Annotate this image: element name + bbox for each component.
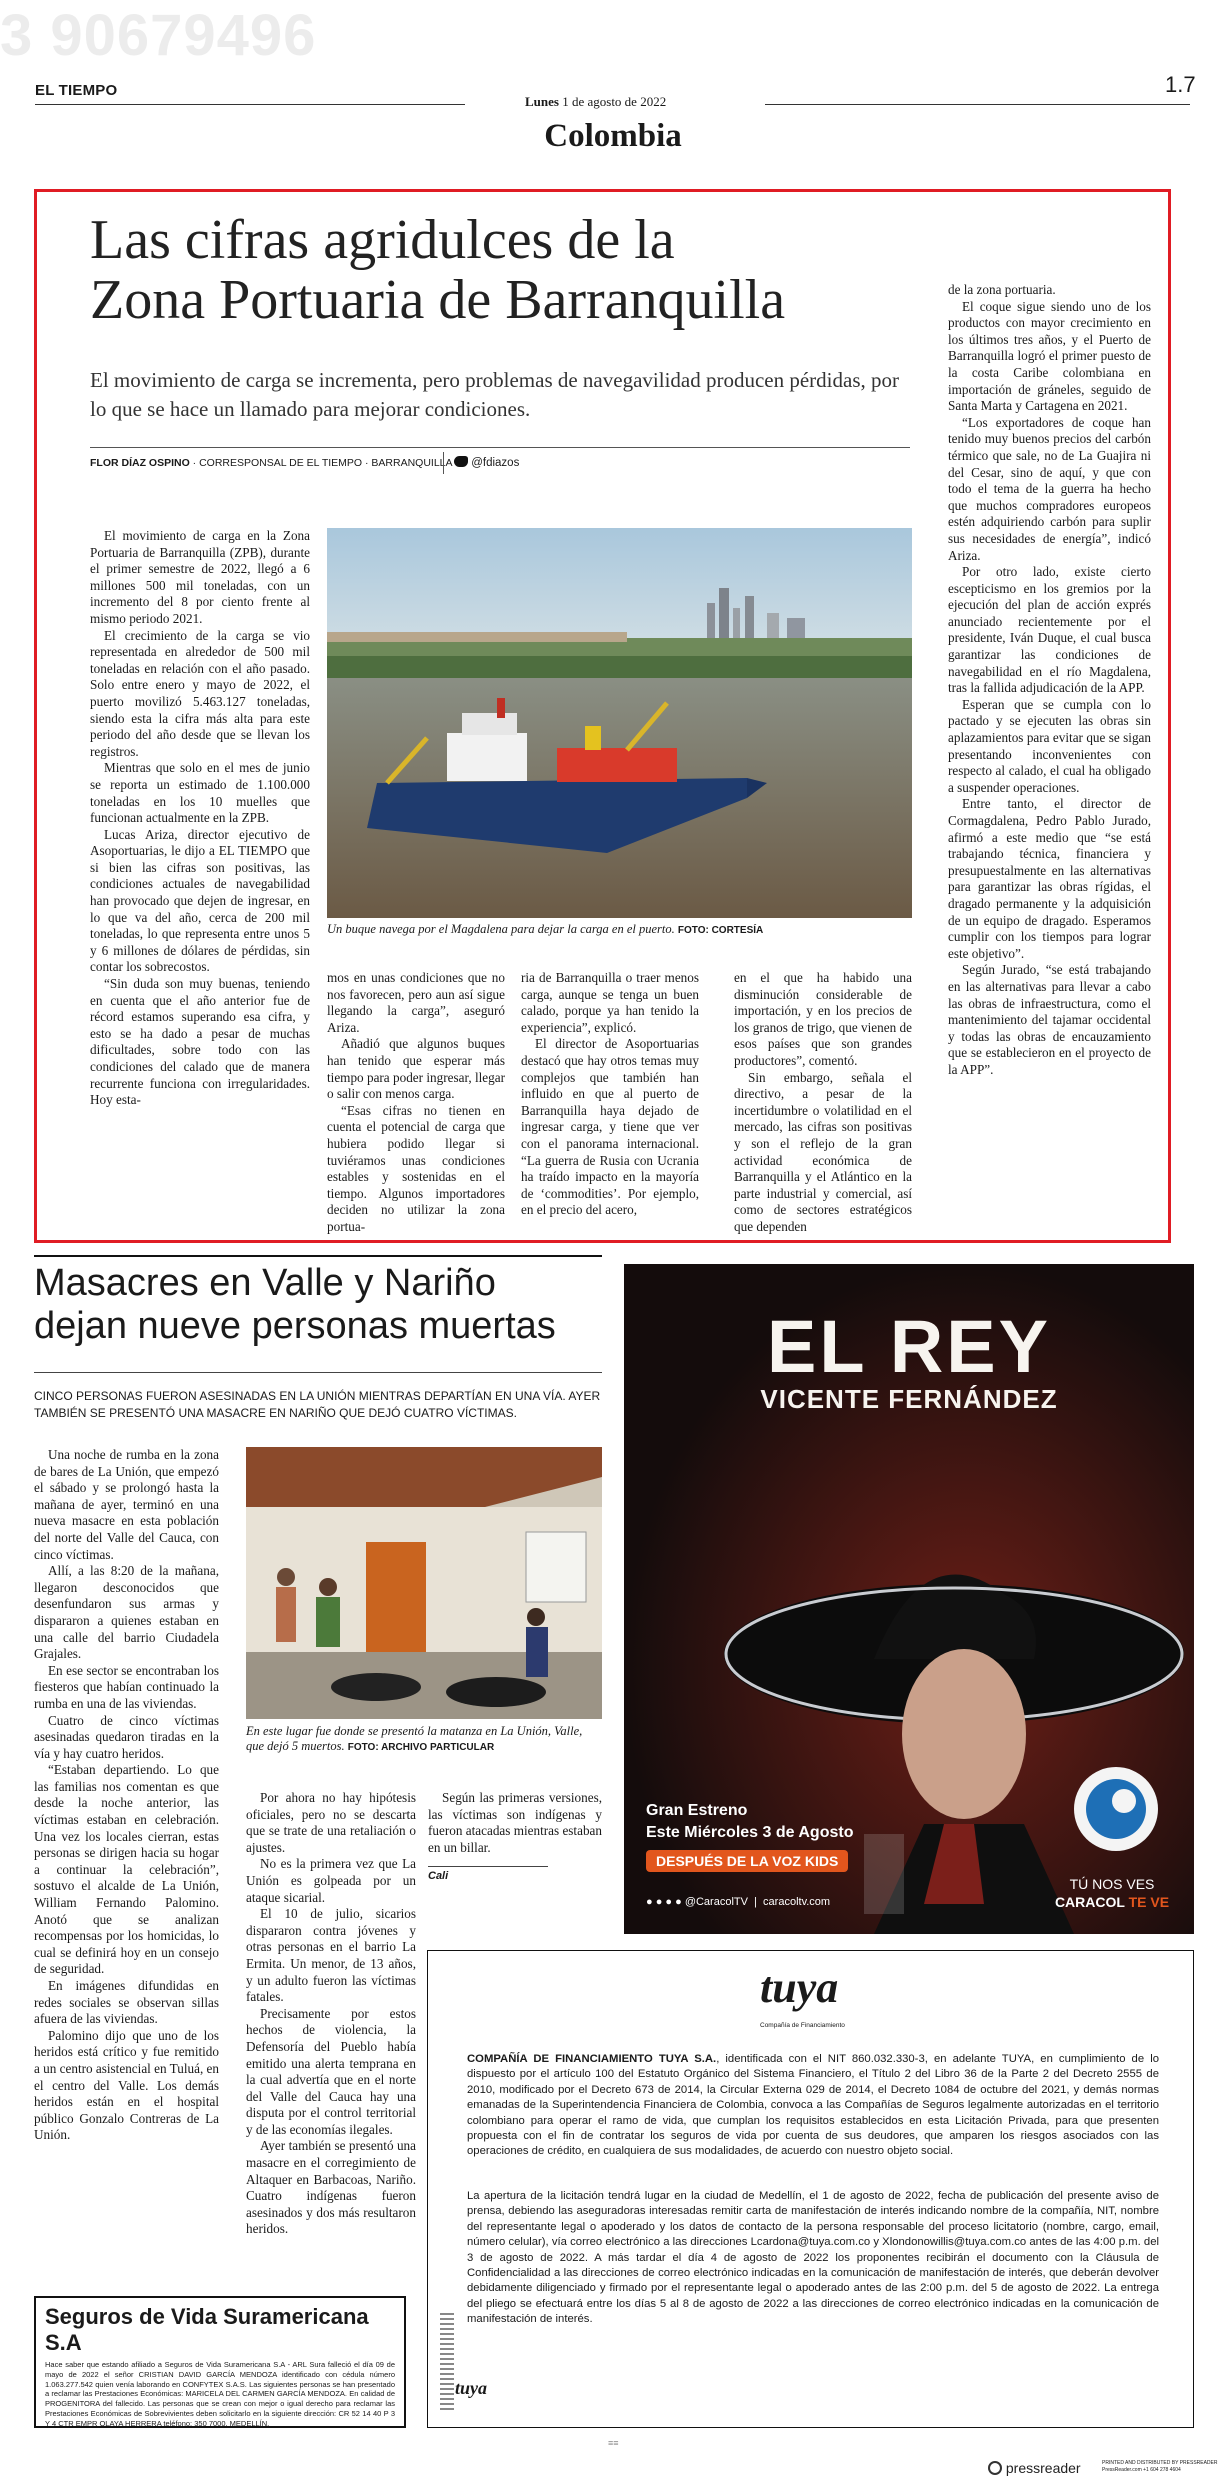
article2-column-3 bbox=[428, 1790, 602, 1856]
pressreader-line-1: PRINTED AND DISTRIBUTED BY PRESSREADER bbox=[1102, 2460, 1218, 2466]
twitter-handle-text: @fdiazos bbox=[471, 457, 520, 469]
paragraph: Palomino dijo que uno de los heridos está crítico y fue remitido a un centro asistencial en Tuluá, en el centro del Valle. Los demás heridos están en el hospital público Gonzalo Contreras de La Unión. bbox=[34, 2027, 219, 2143]
article1-column-4 bbox=[734, 970, 912, 1236]
paragraph: El 10 de julio, sicarios dispararon contra jóvenes y otras personas en el barrio La Ermita. Un menor, de 13 años, y un adulto fueron las víctimas fatales. bbox=[246, 1906, 416, 2005]
tuya-logo: tuya bbox=[760, 1963, 839, 2012]
ship-caption-text: Un buque navega por el Magdalena para dejar la carga en el puerto. bbox=[327, 922, 675, 936]
seguros-title: Seguros de Vida Suramericana S.A bbox=[45, 2304, 369, 2355]
pressreader-icon bbox=[988, 2461, 1002, 2475]
dateline-rule bbox=[428, 1866, 548, 1867]
la-union-caption-text: En este lugar fue donde se presentó la matanza en La Unión, Valle, que dejó 5 muertos. bbox=[246, 1724, 583, 1753]
paragraph: Por ahora no hay hipótesis oficiales, pero no se descarta que se trate de una retaliación o ajustes. bbox=[246, 1790, 416, 1855]
twitter-icon bbox=[454, 456, 468, 467]
article2-summary: CINCO PERSONAS FUERON ASESINADAS EN LA UNIÓN MIENTRAS DEPARTÍAN EN UNA VÍA. AYER TAMBIÉN SE PRESENTÓ UNA MASACRE EN NARIÑO QUE DEJÓ CUATRO VÍCTIMAS. bbox=[34, 1389, 601, 1420]
paragraph: Cuatro de cinco víctimas asesinadas quedaron tiradas en la vía y hay cuatro heridos. bbox=[34, 1712, 219, 1761]
masthead bbox=[35, 72, 1196, 110]
article1-deck: El movimiento de carga se incrementa, pero problemas de navegavilidad producen pérdidas, por lo que se hace un llamado para mejorar condiciones. bbox=[90, 368, 899, 421]
el-rey-subtitle: VICENTE FERNÁNDEZ bbox=[760, 1384, 1058, 1414]
tuya-paragraph-1-text: , identificada con el NIT 860.032.330-3, en adelante TUYA, en cumplimiento de lo dispuesto por el artículo 100 del Estatuto Orgánico del Sistema Financiero, el Título 2 del Libro 36 de la Parte 2 del Decreto 2555 de 2010, modificado por el Decreto 673 de 2014, la Circular Externa 029 de 2014, el Decreto 1084 de octubre del 2021, y demás normas emanadas de la Superintendencia Financiera de Colombia, convoca a las Compañías de Seguros legalmente autorizadas en el territorio colombiano para operar el ramo de vida, que cumplan los requisitos establecidos en esta Licitación Privada, para que presenten propuesta con el fin de contratar los seguros de vida por cuenta de sus deudores, que amparen los riesgos asociados con las operaciones de crédito, en cualquiera de sus modalidades, de acuerdo con nuestro objeto social. bbox=[467, 2053, 1159, 2158]
article2-top-rule bbox=[34, 1255, 602, 1257]
article2-column-1 bbox=[34, 1447, 219, 2144]
tuya-company-name: COMPAÑÍA DE FINANCIAMIENTO TUYA S.A. bbox=[467, 2053, 717, 2065]
article1-column-1 bbox=[90, 528, 310, 1233]
el-rey-title: EL REY bbox=[767, 1305, 1051, 1388]
el-rey-ad bbox=[624, 1264, 1194, 1934]
watermark: 3 90679496 bbox=[0, 3, 317, 68]
site-url: caracoltv.com bbox=[763, 1896, 831, 1908]
paragraph: mos en unas condiciones que no nos favorecen, pero aun así sigue llegando la carga”, aseguró Ariza. bbox=[327, 970, 505, 1035]
ship-illustration bbox=[327, 528, 912, 918]
paragraph: Una noche de rumba en la zona de bares de La Unión, que empezó el sábado y se prolongó hasta la mañana de ayer, terminó en una nueva masacre en esta población del norte del Valle del Cauca, con cinco víctimas. bbox=[34, 1447, 219, 1562]
seguros-notice bbox=[34, 2296, 406, 2428]
article1-title bbox=[90, 210, 950, 330]
tuya-paragraph-2: La apertura de la licitación tendrá lugar en la ciudad de Medellín, el 1 de agosto de 2022, fecha de publicación del presente aviso de prensa, debiendo las aseguradoras interesadas remitir carta de manifestación de interés indicando nombre de la compañía, NIT, nombre del representante legal o apoderado y los datos de contacto de la persona responsable del proceso licitatorio (nombre, cargo, email, número celular), vía correo electrónico a las direcciones Lcardona@tuya.com.co y Xlondonowillis@tuya.com.co antes de las 4:00 p.m. del 3 de agosto de 2022. A más tardar el día 4 de agosto de 2022 los proponentes recibirán el documento con la Cláusula de Confidencialidad a las direcciones de correo electrónico indicadas en la comunicación de manifestación de interés, que deberán devolver debidamente diligenciado y firmado por el representante legal o apoderado antes de las 2:00 p.m. del 5 de agosto de 2022. La entrega del pliego se efectuará entre los días 5 al 8 de agosto de 2022 a las direcciones de correo electrónico indicadas en la comunicación de manifestación de interés. bbox=[467, 2190, 1159, 2326]
la-union-caption bbox=[246, 1724, 596, 1755]
caracol-word: CARACOL bbox=[1054, 1894, 1125, 1910]
paragraph: En imágenes difundidas en redes sociales se observan sillas afuera de las viviendas. bbox=[34, 1978, 219, 2027]
paragraph: en el que ha habido una disminución considerable de importación, y en los precios de los granos de trigo, que vienen de esos países que son grandes productores”, comentó. bbox=[734, 970, 912, 1068]
article2-column-2 bbox=[246, 1790, 416, 2238]
paragraph: de la zona portuaria. bbox=[948, 282, 1056, 297]
premiere-label: Gran Estreno bbox=[646, 1802, 748, 1819]
article2-title bbox=[34, 1262, 614, 1348]
section-title: Colombia bbox=[544, 118, 682, 154]
caracol-tagline-1: TÚ NOS VES bbox=[1069, 1876, 1155, 1892]
paragraph: El director de Asoportuarias destacó que hay otros temas muy complejos que también han influido en que al puerto de Barranquilla haya dejado de ingresar carga, y tiene que ver con el panorama internacional. “La guerra de Rusia con Ucrania ha traído impacto en la mayoría de ‘commodities’. Por ejemplo, en el precio del acero, bbox=[521, 1036, 699, 1218]
paragraph: Lucas Ariza, director ejecutivo de Asoportuarias, le dijo a EL TIEMPO que si bien las cifras son positivas, las condiciones actuales de navegabilidad han provocado que dejen de ingresar, en lo que va del año, cerca de 200 mil toneladas, lo que representa entre unos 5 y 6 millones de dólares de pérdidas, sin contar los sobrecostos. bbox=[90, 826, 310, 975]
article1-title-line1: Las cifras agridulces de la bbox=[90, 209, 675, 271]
paragraph: Allí, a las 8:20 de la mañana, llegaron desconocidos que desenfundaron sus armas y dispararon a quienes estaban en una calle del barrio Ciudadela Grajales. bbox=[34, 1563, 219, 1662]
header-rule-right bbox=[765, 104, 1190, 105]
article2-title-line1: Masacres en Valle y Nariño bbox=[34, 1262, 496, 1304]
byline-rule bbox=[90, 447, 910, 448]
premiere-date: Este Miércoles 3 de Agosto bbox=[646, 1824, 854, 1841]
te-ve-word: TE VE bbox=[1128, 1894, 1170, 1910]
social-row: ● ● ● ● @CaracolTV | caracoltv.com bbox=[646, 1896, 831, 1908]
article1-column-2 bbox=[327, 970, 505, 1236]
paragraph: “Esas cifras no tienen en cuenta el potencial de carga que hubiera podido llegar si tuviéramos unas condiciones estables y sostenidas en el tiempo. Algunos importadores deciden no utilizar la zona portua- bbox=[327, 1102, 505, 1234]
paragraph: “Estaban departiendo. Lo que las familias nos comentan es que desde la noche anterior, las víctimas estaban en celebración. Una vez los locales cierran, estas personas se dirigen hacia su hogar a continuar la celebración”, sostuvo el alcalde de La Unión, William Fernando Palomino. Anotó que se analizan recompensas por los homicidas, lo cual se definirá hoy en un consejo de seguridad. bbox=[34, 1762, 219, 1977]
paragraph: No es la primera vez que La Unión es golpeada por un ataque sicarial. bbox=[246, 1856, 416, 1905]
pressreader-logo[interactable] bbox=[988, 2460, 1081, 2476]
caracol-tagline-2 bbox=[1036, 1894, 1188, 1910]
issue-date-rest: 1 de agosto de 2022 bbox=[562, 94, 667, 109]
paragraph: “Sin duda son muy buenas, teniendo en cuenta que el año anterior fue de récord estamos superando esa cifra, y esto se ha dado a pesar de muchas dificultades, sobre todo con las condiciones del calado que de manera recurrente funciona con irregularidades. Hoy esta- bbox=[90, 976, 310, 1108]
paragraph: El coque sigue siendo uno de los productos con mayor crecimiento en los últimos tres años, y el Puerto de Barranquilla logró el primer puesto de la costa Caribe colombiana en importación de gráneles, seguido de Santa Marta y Cartagena en 2021. bbox=[948, 298, 1151, 414]
byline-divider bbox=[443, 452, 444, 474]
paragraph: Añadió que algunos buques han tenido que esperar más tiempo para poder ingresar, llegar o salir con menos carga. bbox=[327, 1036, 505, 1102]
byline-author: FLOR DÍAZ OSPINO bbox=[90, 457, 190, 469]
article2-title-line2: dejan nueve personas muertas bbox=[34, 1305, 556, 1347]
paragraph: El movimiento de carga en la Zona Portuaria de Barranquilla (ZPB), durante el primer semestre de 2022, llegó a 6 millones 500 mil toneladas, con un incremento del 8 por ciento frente al mismo periodo 2021. bbox=[90, 528, 310, 626]
street-illustration bbox=[246, 1447, 602, 1719]
tuya-small-logo: tuya bbox=[455, 2378, 488, 2398]
issue-day: Lunes bbox=[525, 94, 559, 109]
paragraph: Entre tanto, el director de Cormagdalena, Pedro Pablo Jurado, afirmó a este medio que “se está trabajando técnica, financiera y presupuestalmente en las alternativas para garantizar las obras rígidas, el dragado permanente y la adquisición de un equipo de dragado. Esperamos cumplir con los tiempos para lograr este objetivo”. bbox=[948, 796, 1151, 961]
pressreader-name: pressreader bbox=[1005, 2460, 1081, 2476]
la-union-photo-credit: FOTO: ARCHIVO PARTICULAR bbox=[347, 1742, 495, 1753]
twitter-handle[interactable] bbox=[454, 456, 519, 469]
pressreader-line-2: PressReader.com +1 604 278 4604 bbox=[1102, 2467, 1181, 2473]
tuya-side-strip bbox=[440, 2310, 454, 2410]
paragraph: El crecimiento de la carga se vio representada en alrededor de 500 mil toneladas en relación con el año pasado. Solo entre enero y mayo de 2022, el puerto movilizó 5.463.127 toneladas, siendo esta la cifra más alta para este periodo del año desde que se llevan los registros. bbox=[90, 627, 310, 759]
ship-photo-caption bbox=[327, 922, 912, 938]
paragraph: Mientras que solo en el mes de junio se reporta un estimado de 1.100.000 toneladas en los 10 muelles que funcionan actualmente en la ZPB. bbox=[90, 760, 310, 826]
page-number: 1.7 bbox=[1165, 72, 1196, 97]
paragraph: Esperan que se cumpla con lo pactado y se ejecuten las obras sin aplazamientos para evitar que se sigan presentando inconvenientes con respecto al calado, el cual ha obligado a suspender operaciones. bbox=[948, 696, 1151, 795]
social-handle: @CaracolTV bbox=[684, 1896, 748, 1908]
paragraph: Según las primeras versiones, las víctimas son indígenas y fueron atacadas mientras estaban en un billar. bbox=[428, 1790, 602, 1855]
dateline: Cali bbox=[428, 1870, 449, 1882]
paragraph: Según Jurado, “se está trabajando en las alternativas para llevar a cabo las obras de infraestructura, como el mantenimiento del tajamar occidental y todas las obras de encauzamiento que se establecieron en el proyecto de la APP”. bbox=[948, 962, 1151, 1077]
article1-title-line2: Zona Portuaria de Barranquilla bbox=[90, 269, 786, 331]
paragraph: “Los exportadores de coque han tenido muy buenos precios del carbón térmico que sale, no de La Guajira ni del Cesar, sino de aquí, y que con todo el tema de la guerra ha hecho que muchos compradores europeos estén adquiriendo carbón para suplir sus necesidades de energía”, indicó Ariza. bbox=[948, 414, 1151, 563]
la-union-photo bbox=[246, 1447, 602, 1719]
paragraph: Sin embargo, señala el directivo, a pesar de la incertidumbre o volatilidad en el mercado, las cifras son positivas y son el reflejo de la gran actividad económica de Barranquilla y el Atlántico en la parte industrial y comercial, así como de sectores estratégicos que dependen bbox=[734, 1069, 912, 1234]
header-rule-left bbox=[35, 104, 465, 105]
article2-summary-rule bbox=[34, 1372, 602, 1373]
brand: EL TIEMPO bbox=[35, 82, 118, 99]
paragraph: En ese sector se encontraban los fiesteros que habían continuado la rumba en una de las viviendas. bbox=[34, 1662, 219, 1711]
social-icons: ● ● ● ● bbox=[646, 1896, 682, 1908]
ship-photo bbox=[327, 528, 912, 918]
tuya-paragraph-1 bbox=[467, 2052, 1159, 2160]
paragraph: Ayer también se presentó una masacre en el corregimiento de Altaquer en Barbacoas, Nariño. Cuatro indígenas fueron asesinados y dos más resultaron heridos. bbox=[246, 2138, 416, 2237]
article1-byline bbox=[90, 457, 453, 469]
issue-date bbox=[525, 94, 666, 110]
seguros-body: Hace saber que estando afiliado a Seguros de Vida Suramericana S.A - ARL Sura falleció el día 09 de mayo de 2022 el señor CRISTIAN DAVID GARCÍA MENDOZA identificado con cédula número 1.063.277.542 quien venía laborando en CONFYTEX S.A.S. Las siguientes personas se han presentado a reclamar las Prestaciones Económicas: MARICELA DEL CARMEN GARCÍA MENDOZA. En calidad de PROGENITORA del fallecido. Las personas que se crean con mejor o igual derecho para reclamar las Prestaciones Económicas de Sobrevivientes deben solicitarlo en la siguiente dirección: CR 52 14 40 P 3 Y 4 CTR EMPR OLAYA HERRERA teléfono: 350 7000, MEDELLÍN. bbox=[45, 2360, 395, 2428]
article1-column-5 bbox=[948, 282, 1151, 1079]
page-marker: ≡≡ bbox=[608, 2438, 619, 2448]
byline-role: · CORRESPONSAL DE EL TIEMPO · BARRANQUILLA bbox=[189, 457, 453, 469]
paragraph: Precisamente por estos hechos de violencia, la Defensoría del Pueblo había emitido una alerta temprana en la cual advertía que en el norte del Valle del Cauca hay una disputa por el control territorial y de las economías ilegales. bbox=[246, 2005, 416, 2137]
article1-column-3 bbox=[521, 970, 699, 1219]
tuya-logo-sub: Compañía de Financiamiento bbox=[760, 2022, 845, 2029]
after-show-badge: DESPUÉS DE LA VOZ KIDS bbox=[646, 1850, 848, 1872]
paragraph: Por otro lado, existe cierto escepticismo en los gremios por la ejecución del plan de acción exprés anunciado recientemente por el presidente, Iván Duque, el cual busca garantizar las condiciones de navegabilidad en el río Magdalena, tras la fallida adjudicación de la APP. bbox=[948, 564, 1151, 696]
ship-photo-credit: FOTO: CORTESÍA bbox=[677, 925, 764, 936]
paragraph: ria de Barranquilla o traer menos carga, aunque se tenga un buen calado, porque ya han tenido la experiencia”, explicó. bbox=[521, 970, 699, 1035]
